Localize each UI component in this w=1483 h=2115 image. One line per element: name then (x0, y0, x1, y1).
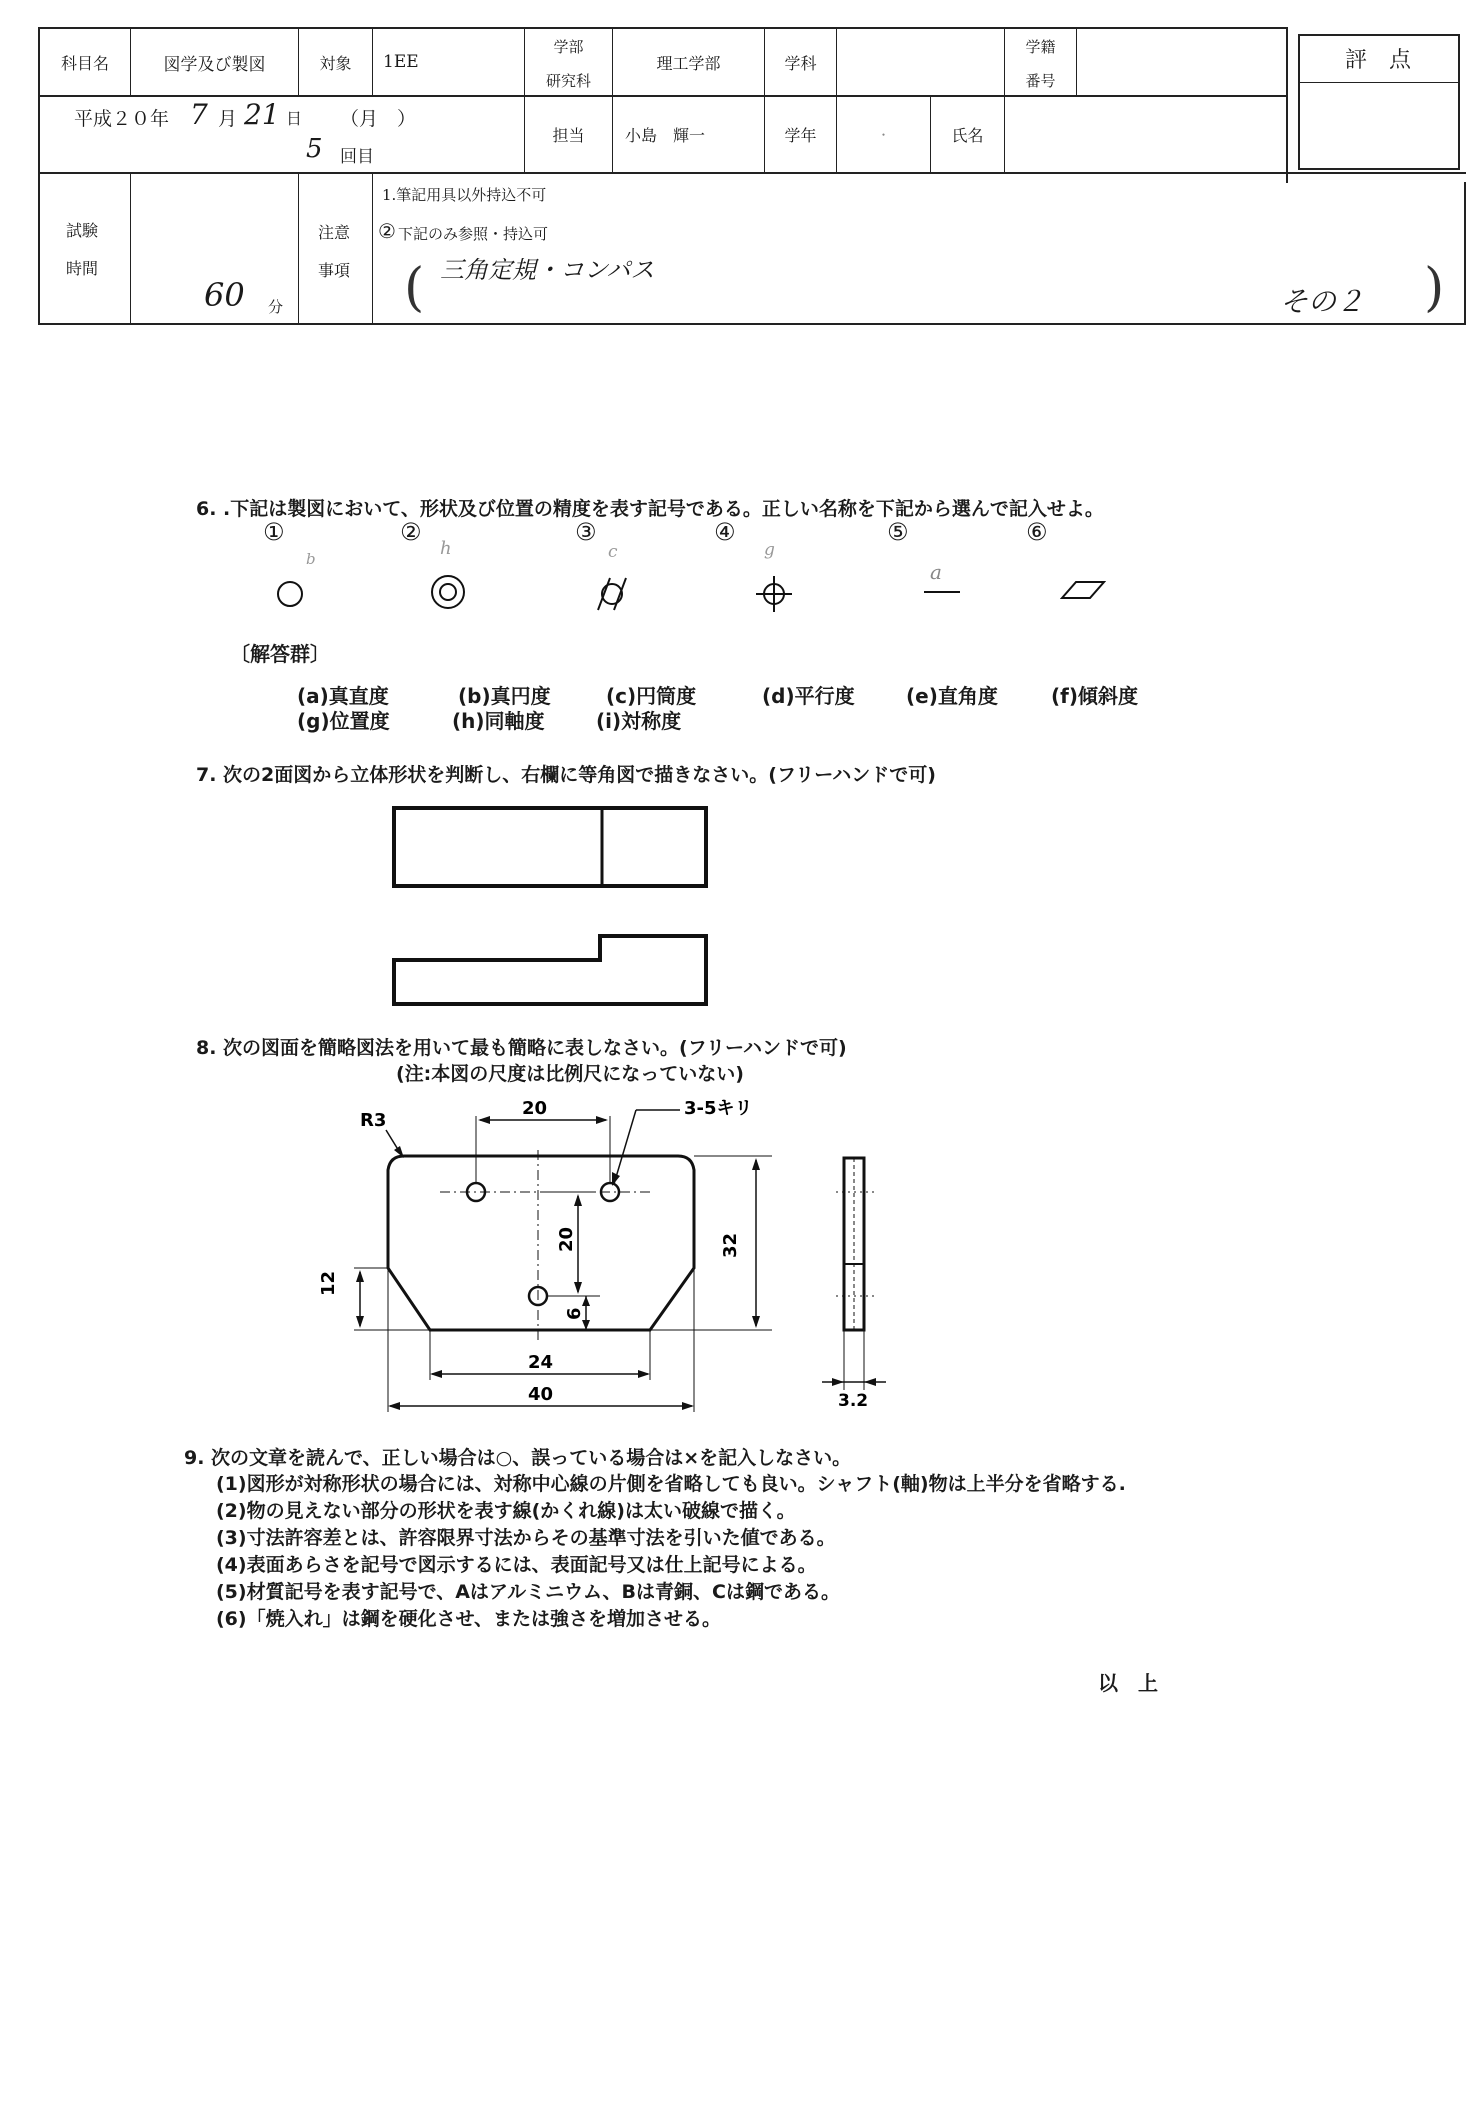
answer-item: (f)傾斜度 (1051, 684, 1138, 708)
date-era: 平成２０年 (74, 108, 170, 130)
position-icon (752, 572, 796, 616)
statement-item: (6)「焼入れ」は鋼を硬化させ、または強さを増加させる。 (216, 1608, 722, 1630)
answer-item: (h)同軸度 (452, 709, 545, 733)
flatness-icon (1060, 578, 1106, 602)
symbol-number: ⑤ (887, 518, 909, 546)
dim-bottom-24: 24 (528, 1352, 554, 1373)
note-2-number: ② (378, 219, 396, 243)
grade-box-label: 評 点 (1344, 47, 1411, 73)
answer-item: (g)位置度 (297, 709, 390, 733)
session-unit: 回目 (340, 147, 374, 167)
statement-item: (3)寸法許容差とは、許容限界寸法からその基準寸法を引いた値である。 (216, 1527, 836, 1549)
dept-label: 学科 (784, 53, 817, 73)
handwritten-answer: g (764, 540, 775, 560)
statement-item: (1)図形が対称形状の場合には、対称中心線の片側を省略しても良い。シャフト(軸)物は上半分を省略する. (216, 1473, 1126, 1495)
answer-item: (c)円筒度 (606, 684, 697, 708)
circle-icon (272, 576, 308, 612)
exam-label-2: 時間 (66, 259, 99, 278)
dim-vertical-20: 20 (556, 1226, 577, 1252)
year-value: ・ (877, 128, 890, 142)
notes-label-2: 事項 (318, 261, 351, 280)
q8-note: (注:本図の尺度は比例尺になっていない) (396, 1063, 744, 1085)
q7-front-view (390, 932, 714, 1008)
allowed-items: 三角定規・コンパス (440, 256, 655, 284)
dim-overall-40: 40 (528, 1384, 554, 1405)
handwritten-answer: a (930, 560, 942, 584)
statement-item: (2)物の見えない部分の形状を表す線(かくれ線)は太い破線で描く。 (216, 1500, 796, 1522)
handwritten-answer: b (306, 550, 316, 568)
answer-item: (e)直角度 (906, 684, 998, 708)
dim-left-12: 12 (318, 1270, 339, 1296)
subject-label: 科目名 (60, 53, 109, 73)
date-weekday: （月 ） (340, 108, 417, 130)
q9-prompt: 9. 次の文章を読んで、正しい場合は○、誤っている場合は×を記入しなさい。 (184, 1447, 852, 1469)
dim-height-32: 32 (720, 1232, 741, 1258)
handwritten-answer: c (608, 542, 618, 562)
answer-group-label: 〔解答群〕 (230, 642, 330, 666)
answer-item: (i)対称度 (596, 709, 682, 733)
faculty-label-1: 学部 (553, 37, 584, 56)
faculty-value: 理工学部 (656, 53, 721, 73)
target-value: 1EE (383, 52, 419, 72)
answer-item: (b)真円度 (458, 684, 551, 708)
symbol-number: ⑥ (1026, 518, 1048, 546)
answer-item: (a)真直度 (297, 684, 389, 708)
bracket-right: ) (1424, 258, 1445, 318)
symbol-number: ① (263, 518, 285, 546)
date-month-unit: 月 (218, 108, 238, 130)
q7-top-view (390, 804, 714, 890)
q6-prompt: 6. .下記は製図において、形状及び位置の精度を表す記号である。正しい名称を下記から選んで記入せよ。 (196, 498, 1104, 520)
session-number: 5 (306, 134, 323, 164)
symbol-number: ④ (714, 518, 736, 546)
date-month: 7 (190, 98, 208, 131)
notes-label-1: 注意 (318, 223, 351, 242)
faculty-label-2: 研究科 (545, 71, 591, 90)
year-label: 学年 (784, 126, 817, 145)
end-mark: 以 上 (1098, 1671, 1158, 1695)
q8-prompt: 8. 次の図面を簡略図法を用いて最も簡略に表しなさい。(フリーハンドで可) (196, 1037, 847, 1059)
dim-vertical-6: 6 (564, 1307, 585, 1320)
statement-item: (4)表面あらさを記号で図示するには、表面記号又は仕上記号による。 (216, 1554, 817, 1576)
exam-minutes-unit: 分 (268, 298, 284, 316)
date-day: 21 (244, 98, 280, 131)
note-1: 1.筆記用具以外持込不可 (382, 186, 547, 204)
answer-item: (d)平行度 (762, 684, 855, 708)
dim-hole-spacing: 20 (522, 1098, 548, 1119)
handwritten-answer: h (440, 538, 452, 559)
concentric-circles-icon (428, 572, 468, 612)
student-no-label-1: 学籍 (1025, 37, 1056, 56)
subject-value: 図学及び製図 (163, 54, 266, 75)
q8-plate-drawing (300, 1090, 900, 1430)
bracket-left: ( (404, 258, 425, 318)
q7-prompt: 7. 次の2面図から立体形状を判断し、右欄に等角図で描きなさい。(フリーハンドで可) (196, 764, 936, 786)
symbol-number: ② (400, 518, 422, 546)
date-day-unit: 日 (286, 109, 303, 128)
instructor-label: 担当 (552, 126, 585, 145)
symbol-number: ③ (575, 518, 597, 546)
target-label: 対象 (319, 53, 352, 73)
instructor-value: 小島 輝一 (625, 126, 706, 145)
page-mark: その２ (1280, 285, 1365, 318)
dim-holes: 3-5キリ (684, 1098, 753, 1119)
cylindricity-icon (590, 572, 634, 616)
exam-label-1: 試験 (66, 221, 99, 240)
student-no-label-2: 番号 (1025, 71, 1056, 90)
straightness-icon (922, 586, 962, 598)
dim-thickness: 3.2 (838, 1391, 869, 1411)
name-label: 氏名 (951, 126, 984, 145)
statement-item: (5)材質記号を表す記号で、Aはアルミニウム、Bは青銅、Cは鋼である。 (216, 1581, 840, 1603)
dim-radius: R3 (360, 1110, 387, 1131)
exam-minutes: 60 (204, 276, 245, 314)
note-2: 下記のみ参照・持込可 (398, 225, 549, 243)
